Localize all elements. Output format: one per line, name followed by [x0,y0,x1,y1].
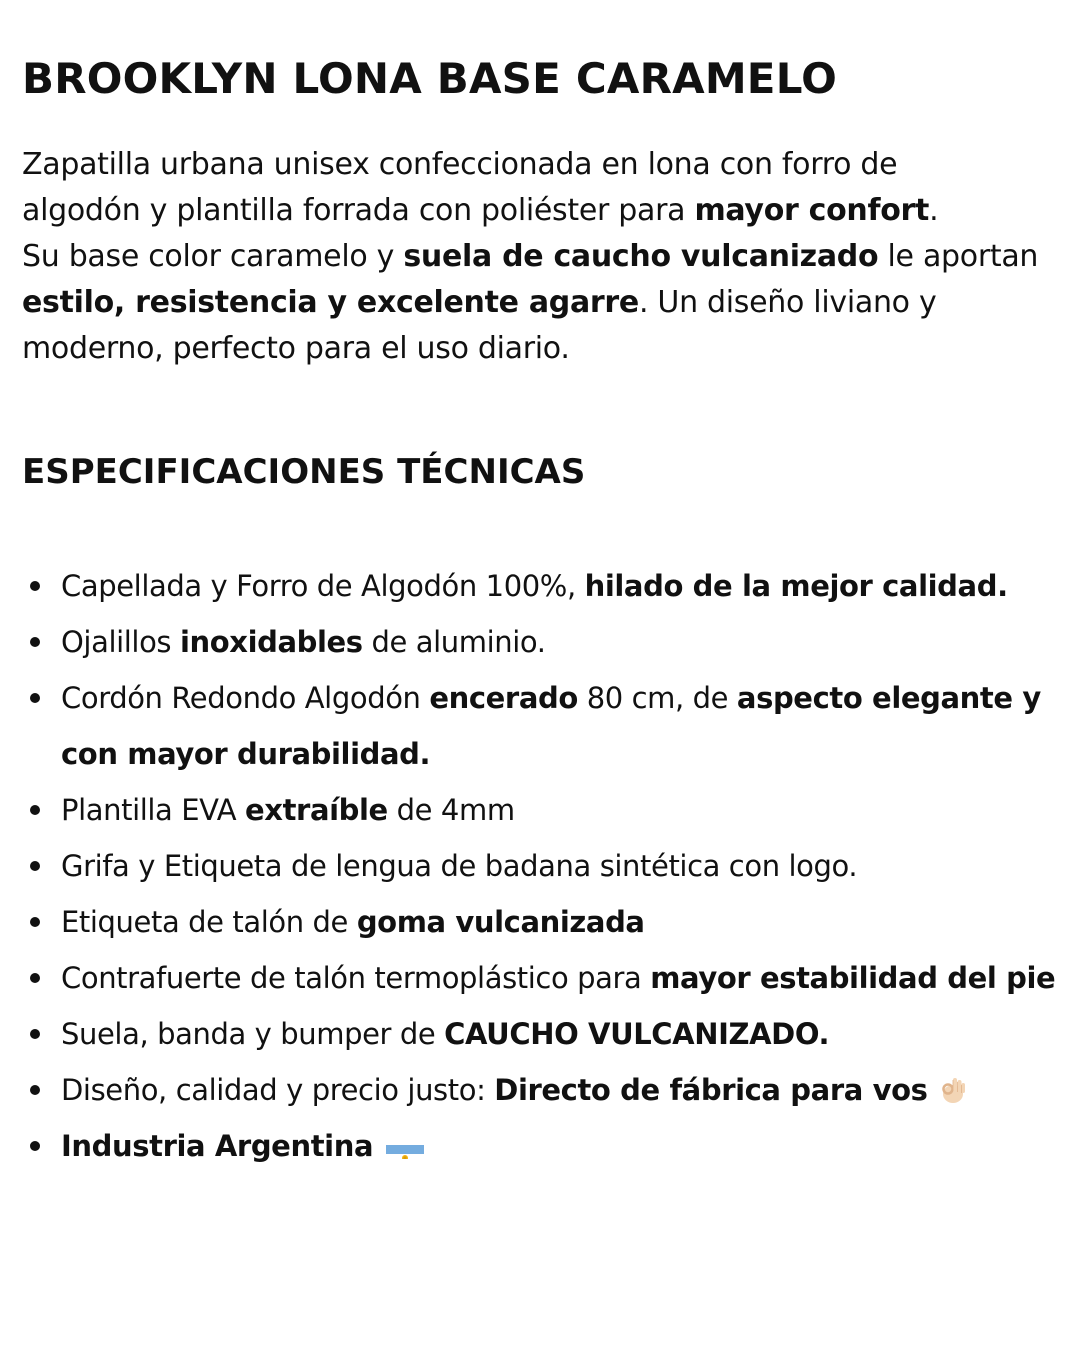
bullet-icon [30,1085,40,1095]
argentina-flag-icon [386,1133,424,1159]
bullet-icon [30,1029,40,1039]
bullet-icon [30,637,40,647]
product-title: BROOKLYN LONA BASE CARAMELO [22,54,838,103]
spec-item: Diseño, calidad y precio justo: Directo de fábrica para vos [22,1062,1078,1118]
spec-item: Etiqueta de talón de goma vulcanizada [22,894,1078,950]
description-line: estilo, resistencia y excelente agarre. Un diseño liviano y [22,285,937,320]
description-line: Zapatilla urbana unisex confeccionada en lona con forro de [22,147,898,182]
bullet-icon [30,581,40,591]
spec-item: Capellada y Forro de Algodón 100%, hilado de la mejor calidad. [22,558,1078,614]
spec-item: Industria Argentina [22,1118,1078,1174]
bullet-icon [30,917,40,927]
spec-item: Cordón Redondo Algodón encerado 80 cm, de aspecto elegante y con mayor durabilidad. [22,670,1078,782]
bullet-icon [30,1141,40,1151]
description-line: moderno, perfecto para el uso diario. [22,331,570,366]
description-line: algodón y plantilla forrada con poliéster para mayor confort. [22,193,939,228]
spec-item: Contrafuerte de talón termoplástico para mayor estabilidad del pie [22,950,1078,1006]
bullet-icon [30,693,40,703]
spec-item: Suela, banda y bumper de CAUCHO VULCANIZADO. [22,1006,1078,1062]
spec-item: Grifa y Etiqueta de lengua de badana sintética con logo. [22,838,1078,894]
spec-item: Plantilla EVA extraíble de 4mm [22,782,1078,838]
specs-heading: ESPECIFICACIONES TÉCNICAS [22,452,586,492]
specs-list [22,558,1078,1174]
product-description [22,142,1072,372]
spec-item: Ojalillos inoxidables de aluminio. [22,614,1078,670]
description-line: Su base color caramelo y suela de caucho vulcanizado le aportan [22,239,1039,274]
ok-hand-icon [938,1067,968,1097]
bullet-icon [30,805,40,815]
bullet-icon [30,861,40,871]
bullet-icon [30,973,40,983]
